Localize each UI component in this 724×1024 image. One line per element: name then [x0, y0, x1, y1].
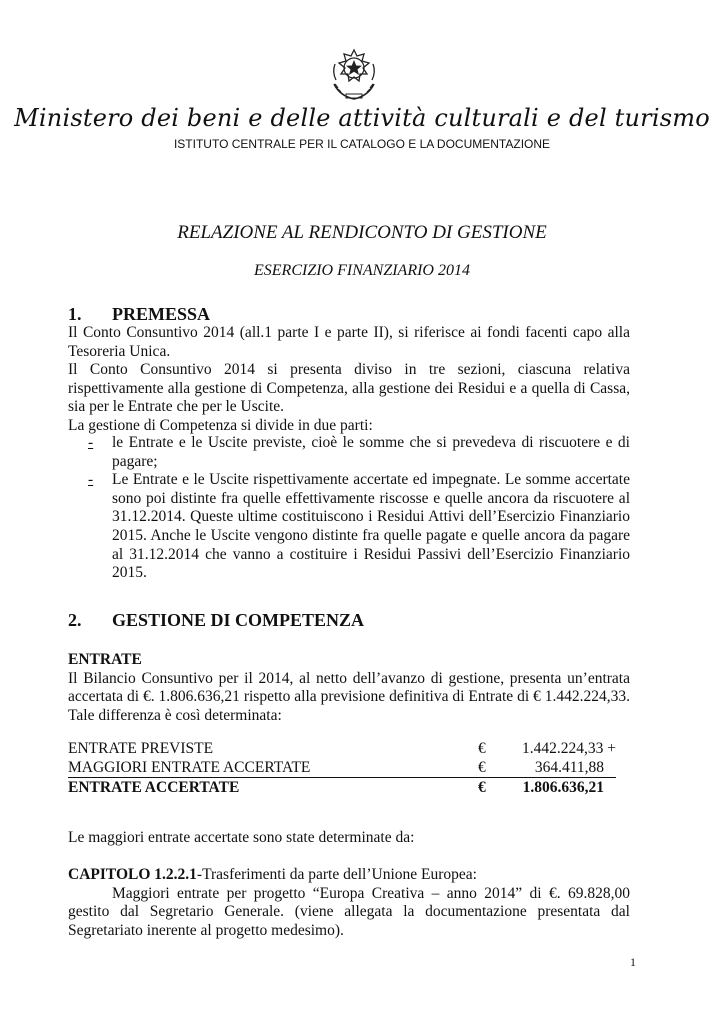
capitolo-title: -Trasferimenti da parte dell’Unione Europea:	[196, 866, 477, 883]
table-row-total	[68, 778, 616, 798]
row-currency: €	[478, 740, 486, 757]
section-heading-gestione-competenza	[68, 610, 364, 631]
entrate-table	[68, 739, 616, 797]
row-currency: €	[478, 759, 486, 776]
institute-name: ISTITUTO CENTRALE PER IL CATALOGO E LA DOCUMENTAZIONE	[173, 137, 551, 151]
section-title: GESTIONE DI COMPETENZA	[112, 610, 365, 630]
capitolo-label: CAPITOLO 1.2.2.1	[68, 866, 197, 883]
document-subtitle: ESERCIZIO FINANZIARIO 2014	[254, 262, 470, 279]
capitolo-block	[68, 866, 630, 940]
row-value: 1.442.224,33 +	[522, 740, 616, 757]
italian-republic-emblem-icon	[326, 44, 382, 104]
row-value: 1.806.636,21	[512, 778, 616, 798]
document-title: RELAZIONE AL RENDICONTO DI GESTIONE	[177, 222, 547, 243]
list-item-text: Le Entrate e le Uscite rispettivamente accertate ed impegnate. Le somme accertate sono poi distinte fra quelle effettivamente riscosse e quelle ancora da riscuotere al 31.12.2014. Queste ultime costituiscono i Residui Attivi dell’Esercizio Finanziario 2015. Anche le Uscite vengono distinte fra quelle pagate e quelle ancora da pagare al 31.12.2014 che vanno a costituire i Residui Passivi dell’Esercizio Finanziario 2015.	[112, 471, 630, 582]
premessa-text	[68, 324, 630, 436]
entrate-label: ENTRATE	[68, 651, 142, 668]
row-value: 364.411,88	[534, 759, 604, 776]
entrate-block	[68, 651, 630, 725]
section-number: 1.	[68, 304, 82, 324]
table-row	[68, 758, 616, 778]
bullet-marker: -	[88, 471, 94, 489]
row-currency: €	[478, 778, 512, 798]
entrate-text: Il Bilancio Consuntivo per il 2014, al netto dell’avanzo di gestione, presenta un’entrata accertata di €. 1.806.636,21 rispetto alla previsione definitiva di Entrate di € 1.442.224,33. Tale differenza è così determinata:	[68, 669, 630, 724]
paragraph: La gestione di Competenza si divide in due parti:	[68, 416, 373, 434]
section-number: 2.	[68, 610, 82, 630]
row-label: MAGGIORI ENTRATE ACCERTATE	[68, 759, 311, 776]
section-title: PREMESSA	[112, 304, 211, 324]
page-number: 1	[630, 955, 636, 969]
paragraph: Il Conto Consuntivo 2014 (all.1 parte I e parte II), si riferisce ai fondi facenti capo alla Tesoreria Unica.	[68, 324, 630, 360]
list-item	[68, 434, 630, 471]
table-row	[68, 739, 616, 758]
capitolo-text: Maggiori entrate per progetto “Europa Creativa – anno 2014” di €. 69.828,00 gestito dal Segretario Generale. (viene allegata la documentazione presentata dal Segretariato inerente al progetto medesimo).	[68, 884, 630, 939]
list-item-text: le Entrate e le Uscite previste, cioè le somme che si prevedeva di riscuotere e di pagare;	[112, 434, 630, 470]
section-heading-premessa	[68, 304, 210, 325]
row-label: ENTRATE ACCERTATE	[68, 778, 478, 798]
maggiori-intro: Le maggiori entrate accertate sono state determinate da:	[68, 829, 415, 846]
row-label: ENTRATE PREVISTE	[68, 740, 214, 757]
paragraph: Il Conto Consuntivo 2014 si presenta diviso in tre sezioni, ciascuna relativa rispettivamente alla gestione di Competenza, alla gestione dei Residui e a quella di Cassa, sia per le Entrate che per le Uscite.	[68, 361, 630, 416]
ministry-name: Ministero dei beni e delle attività culturali e del turismo	[14, 104, 710, 132]
bullet-marker: -	[88, 434, 94, 451]
competenza-bullet-list	[68, 434, 630, 583]
list-item	[68, 471, 630, 583]
